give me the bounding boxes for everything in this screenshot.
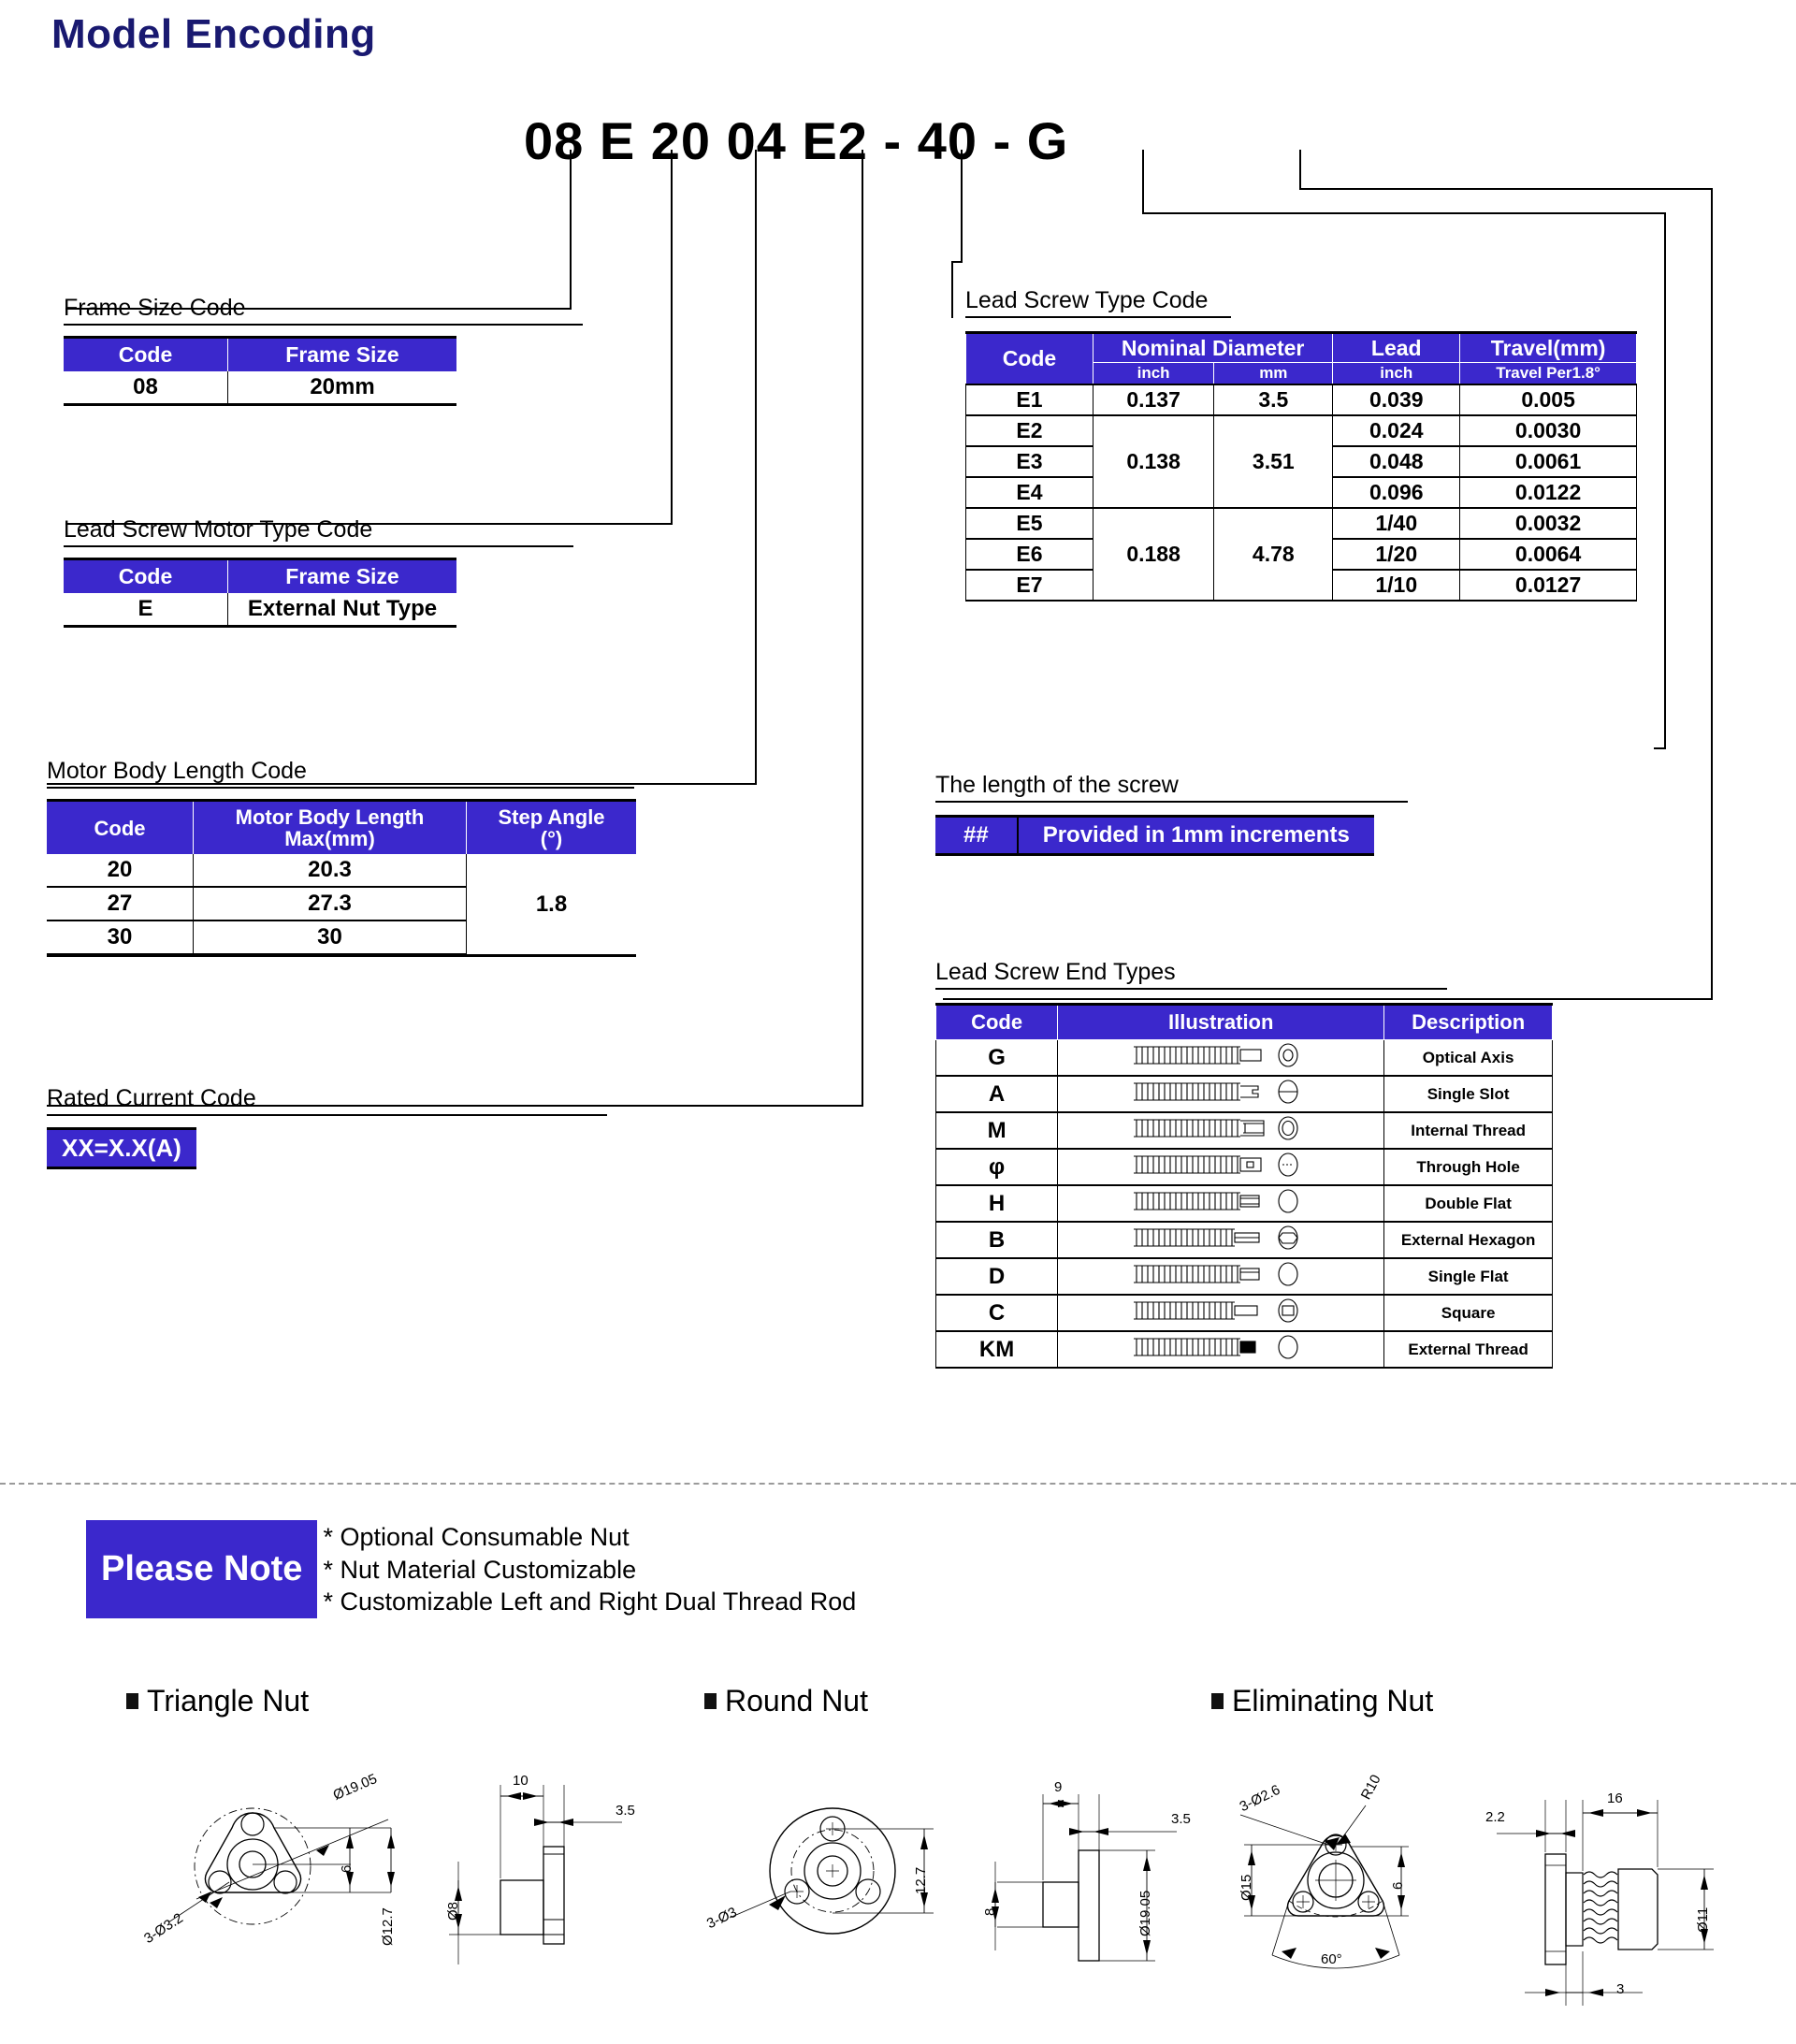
cell-code: E2 xyxy=(966,415,1094,446)
screw-end-illustration xyxy=(1058,1149,1384,1185)
th-body-length-line1: Motor Body Length xyxy=(235,805,425,829)
cell-code: H xyxy=(936,1185,1058,1222)
motor-body-length-bottom-rule xyxy=(47,954,636,957)
cell-code: E xyxy=(138,596,153,621)
cell-code: M xyxy=(936,1112,1058,1149)
dim-label: 10 xyxy=(513,1773,529,1789)
th-code: Code xyxy=(936,1005,1058,1040)
dim-label: 3-Ø3 xyxy=(703,1904,740,1933)
please-note-list xyxy=(323,1520,856,1618)
model-code: 08 E 20 04 E2 - 40 - G xyxy=(524,111,1069,170)
dim-label: 16 xyxy=(1607,1790,1623,1806)
screw-length-caption: The length of the screw xyxy=(935,772,1408,803)
end-types-caption: Lead Screw End Types xyxy=(935,959,1447,990)
th-travel-sub: Travel Per1.8° xyxy=(1460,363,1637,384)
internal-thread-end-icon xyxy=(1080,1114,1361,1142)
table-row xyxy=(966,415,1637,446)
table-row xyxy=(936,1185,1553,1222)
cell-lead: 1/40 xyxy=(1333,508,1460,539)
page-title: Model Encoding xyxy=(51,11,376,57)
th-step-angle xyxy=(467,801,637,855)
rated-current-chip: XX=X.X(A) xyxy=(47,1127,196,1169)
cell-travel: 0.0032 xyxy=(1460,508,1637,539)
screw-length-text: Provided in 1mm increments xyxy=(1042,822,1350,848)
th-dia-mm: mm xyxy=(1214,363,1333,384)
th-frame-size: Frame Size xyxy=(228,559,457,594)
cell-description: Single Flat xyxy=(1384,1258,1553,1295)
th-code: Code xyxy=(64,559,228,594)
nut-heading-eliminating xyxy=(1211,1684,1433,1718)
cell-length: 30 xyxy=(194,921,467,954)
triangle-nut-side-drawing xyxy=(412,1768,664,2030)
table-row xyxy=(936,1258,1553,1295)
table-header-row xyxy=(64,338,456,372)
screw-end-illustration xyxy=(1058,1331,1384,1368)
dim-label: 9 xyxy=(1054,1779,1063,1795)
cell-lead: 0.024 xyxy=(1333,415,1460,446)
cell-dia-mm: 3.5 xyxy=(1214,384,1333,415)
eliminating-nut-front-drawing xyxy=(1216,1768,1497,2039)
cell-lead: 1/20 xyxy=(1333,539,1460,570)
triangle-nut-front-drawing xyxy=(140,1768,440,2030)
cell-description: External Hexagon xyxy=(1384,1222,1553,1258)
th-lead: Lead xyxy=(1333,333,1460,363)
please-note-label: Please Note xyxy=(86,1520,317,1618)
screw-end-illustration xyxy=(1058,1222,1384,1258)
th-code: Code xyxy=(47,801,194,855)
eliminating-nut-side-drawing xyxy=(1459,1768,1768,2039)
th-frame-size: Frame Size xyxy=(228,338,457,372)
cell-lead: 0.048 xyxy=(1333,446,1460,477)
bullet-square-icon xyxy=(704,1693,717,1709)
cell-type: External Nut Type xyxy=(228,593,457,627)
cell-description: Optical Axis xyxy=(1384,1040,1553,1077)
frame-size-table xyxy=(64,336,456,406)
cell-travel: 0.0122 xyxy=(1460,477,1637,508)
motor-type-caption: Lead Screw Motor Type Code xyxy=(64,516,573,547)
plain-end-icon xyxy=(1080,1041,1361,1069)
please-note-line: * Optional Consumable Nut xyxy=(323,1523,630,1551)
dim-label: 60° xyxy=(1321,1951,1342,1967)
screw-end-illustration xyxy=(1058,1295,1384,1331)
table-header-row xyxy=(966,333,1637,363)
screw-length-section xyxy=(935,772,1408,856)
cell-code: A xyxy=(936,1076,1058,1112)
nut-title: Triangle Nut xyxy=(147,1684,310,1718)
cell-dia-inch-group: 0.138 xyxy=(1093,415,1213,508)
cell-code: KM xyxy=(936,1331,1058,1368)
table-row xyxy=(64,593,456,627)
motor-type-table xyxy=(64,558,456,628)
table-row xyxy=(936,1112,1553,1149)
cell-travel: 0.0061 xyxy=(1460,446,1637,477)
cell-dia-inch-group: 0.188 xyxy=(1093,508,1213,601)
dim-label: 3 xyxy=(1616,1981,1625,1997)
cell-lead: 0.039 xyxy=(1333,384,1460,415)
th-step-angle-line1: Step Angle xyxy=(498,805,605,829)
dim-label: Ø8 xyxy=(445,1901,461,1921)
table-row xyxy=(936,1331,1553,1368)
single-slot-end-icon xyxy=(1080,1078,1361,1106)
cell-code: E1 xyxy=(966,384,1094,415)
cell-code: 20 xyxy=(47,854,194,887)
cell-code: 30 xyxy=(47,921,194,954)
th-body-length-line2: Max(mm) xyxy=(284,827,375,851)
table-row xyxy=(936,1040,1553,1077)
cell-length: 20.3 xyxy=(194,854,467,887)
cell-length: 27.3 xyxy=(194,887,467,921)
dim-label: 12.7 xyxy=(913,1866,929,1894)
nut-title: Round Nut xyxy=(725,1684,868,1718)
dim-label: Ø19.05 xyxy=(1137,1890,1153,1936)
dim-label: 6 xyxy=(339,1864,355,1873)
bullet-square-icon xyxy=(126,1693,138,1709)
cell-description: External Thread xyxy=(1384,1331,1553,1368)
square-end-icon xyxy=(1080,1297,1361,1325)
external-hexagon-end-icon xyxy=(1080,1224,1361,1252)
table-row xyxy=(966,508,1637,539)
dim-label: 3.5 xyxy=(1171,1811,1191,1827)
external-thread-end-icon xyxy=(1080,1333,1361,1361)
cell-code: 08 xyxy=(133,374,158,399)
frame-size-caption: Frame Size Code xyxy=(64,295,583,326)
screw-end-illustration xyxy=(1058,1258,1384,1295)
frame-size-section xyxy=(64,295,456,406)
dim-label: Ø15 xyxy=(1238,1874,1254,1901)
cell-code: E6 xyxy=(966,539,1094,570)
cell-code: C xyxy=(936,1295,1058,1331)
table-row xyxy=(936,1149,1553,1185)
section-divider xyxy=(0,1483,1796,1485)
dim-label: 8 xyxy=(982,1907,998,1916)
rated-current-section xyxy=(47,1085,607,1169)
motor-body-length-table xyxy=(47,799,636,955)
th-dia-inch: inch xyxy=(1093,363,1213,384)
nut-heading-round xyxy=(704,1684,868,1718)
cell-travel: 0.0064 xyxy=(1460,539,1637,570)
screw-length-banner xyxy=(935,815,1374,856)
dim-label: Ø19.05 xyxy=(330,1771,380,1804)
screw-end-illustration xyxy=(1058,1185,1384,1222)
cell-travel: 0.0030 xyxy=(1460,415,1637,446)
bullet-square-icon xyxy=(1211,1693,1224,1709)
table-row xyxy=(47,854,636,887)
dim-label: 2.2 xyxy=(1485,1809,1505,1825)
lead-screw-type-table xyxy=(965,331,1637,602)
cell-dia-inch: 0.137 xyxy=(1093,384,1213,415)
th-description: Description xyxy=(1384,1005,1553,1040)
dim-label: Ø12.7 xyxy=(380,1907,396,1946)
cell-code: B xyxy=(936,1222,1058,1258)
cell-travel: 0.0127 xyxy=(1460,570,1637,601)
table-header-row xyxy=(64,559,456,594)
cell-code: E7 xyxy=(966,570,1094,601)
th-nominal-diameter: Nominal Diameter xyxy=(1093,333,1332,363)
nut-title: Eliminating Nut xyxy=(1232,1684,1434,1718)
nut-heading-triangle xyxy=(126,1684,309,1718)
screw-end-illustration xyxy=(1058,1040,1384,1077)
motor-type-section xyxy=(64,516,456,628)
double-flat-end-icon xyxy=(1080,1187,1361,1215)
dim-label: Ø11 xyxy=(1695,1906,1711,1933)
th-travel: Travel(mm) xyxy=(1460,333,1637,363)
th-step-angle-line2: (°) xyxy=(540,827,563,851)
cell-description: Through Hole xyxy=(1384,1149,1553,1185)
motor-body-length-caption: Motor Body Length Code xyxy=(47,758,634,789)
please-note-line: * Customizable Left and Right Dual Thread Rod xyxy=(323,1587,857,1616)
cell-code: G xyxy=(936,1040,1058,1077)
th-code: Code xyxy=(966,333,1094,384)
cell-code: E3 xyxy=(966,446,1094,477)
th-illustration: Illustration xyxy=(1058,1005,1384,1040)
cell-code: E4 xyxy=(966,477,1094,508)
screw-length-code: ## xyxy=(935,818,1019,853)
cell-lead: 0.096 xyxy=(1333,477,1460,508)
cell-dia-mm-group: 3.51 xyxy=(1214,415,1333,508)
dim-label: 6 xyxy=(1390,1881,1406,1890)
table-header-row xyxy=(47,801,636,855)
motor-body-length-section xyxy=(47,758,636,957)
cell-description: Internal Thread xyxy=(1384,1112,1553,1149)
please-note-section xyxy=(86,1520,856,1618)
screw-end-illustration xyxy=(1058,1076,1384,1112)
through-hole-end-icon xyxy=(1080,1151,1361,1179)
th-lead-inch: inch xyxy=(1333,363,1460,384)
cell-description: Square xyxy=(1384,1295,1553,1331)
dim-label: R10 xyxy=(1357,1772,1384,1803)
rated-current-caption: Rated Current Code xyxy=(47,1085,607,1116)
single-flat-end-icon xyxy=(1080,1260,1361,1288)
cell-code: D xyxy=(936,1258,1058,1295)
end-types-table xyxy=(935,1003,1553,1369)
cell-frame-size: 20mm xyxy=(228,371,457,405)
cell-lead: 1/10 xyxy=(1333,570,1460,601)
screw-end-illustration xyxy=(1058,1112,1384,1149)
table-header-row xyxy=(936,1005,1553,1040)
dim-label: 3-Ø2.6 xyxy=(1237,1781,1283,1816)
th-code: Code xyxy=(64,338,228,372)
cell-travel: 0.005 xyxy=(1460,384,1637,415)
please-note-line: * Nut Material Customizable xyxy=(323,1555,637,1584)
table-row xyxy=(64,371,456,405)
cell-code: E5 xyxy=(966,508,1094,539)
end-types-section xyxy=(935,959,1553,1369)
lead-screw-type-caption: Lead Screw Type Code xyxy=(965,287,1231,318)
cell-dia-mm-group: 4.78 xyxy=(1214,508,1333,601)
cell-step-angle: 1.8 xyxy=(467,854,637,954)
th-body-length xyxy=(194,801,467,855)
table-row xyxy=(966,384,1637,415)
dim-label: 3.5 xyxy=(616,1803,635,1819)
table-row xyxy=(936,1076,1553,1112)
cell-code: 27 xyxy=(47,887,194,921)
dim-label: 3-Ø3.2 xyxy=(141,1909,186,1948)
round-nut-front-drawing xyxy=(702,1768,982,2030)
table-row xyxy=(936,1222,1553,1258)
cell-description: Single Slot xyxy=(1384,1076,1553,1112)
cell-description: Double Flat xyxy=(1384,1185,1553,1222)
table-row xyxy=(936,1295,1553,1331)
lead-screw-type-section xyxy=(965,287,1637,602)
cell-code: φ xyxy=(936,1149,1058,1185)
round-nut-side-drawing xyxy=(963,1768,1225,2030)
